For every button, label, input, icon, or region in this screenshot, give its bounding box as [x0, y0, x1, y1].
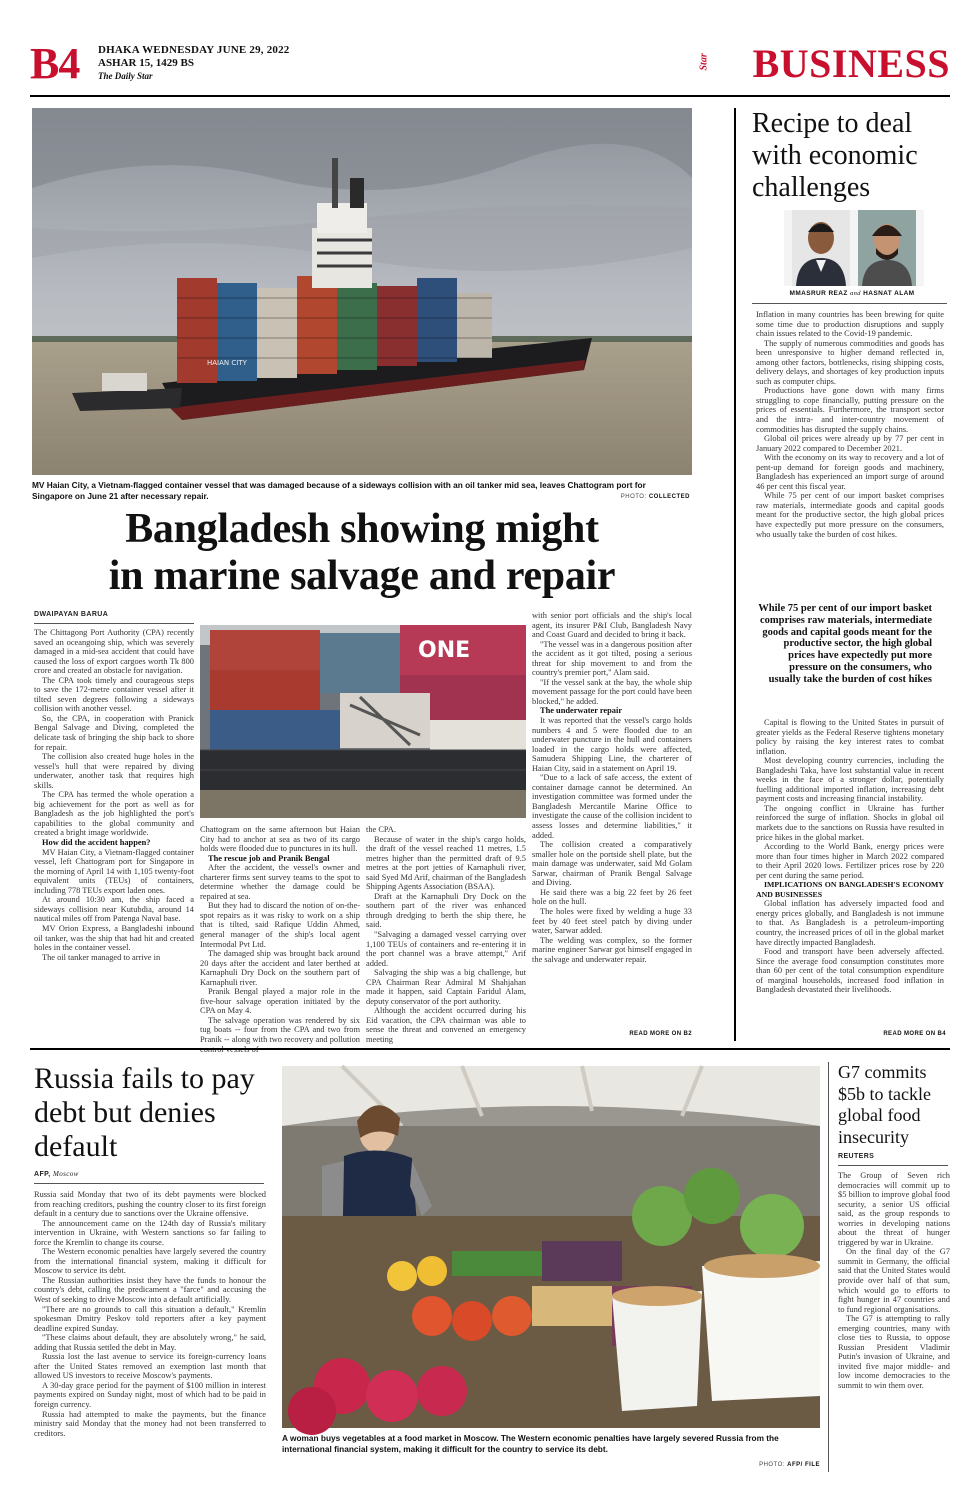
paragraph: The collision created a comparatively smaller hole on the portside shell plate, but the main damage was underwater, said Md Golam Sarwar, chairman of Pranik Bengal Salvage and Diving.	[532, 840, 692, 888]
column-headline: Recipe to deal with economic challenges	[752, 108, 918, 203]
paragraph: "If the vessel sank at the bay, the whole ship movement passage for the port could have been blocked," he added.	[532, 677, 692, 706]
lead-col1-paras	[34, 628, 194, 962]
masthead-rule	[30, 95, 950, 97]
paragraph: Russia lost the last avenue to service its foreign-currency loans after the United States removed an exemption last month that allowed US investors to receive Moscow's payments.	[34, 1352, 266, 1381]
lead-byline: DWAIPAYAN BARUA	[34, 611, 109, 618]
paragraph: Productions have gone down with many firms struggling to cope financially, putting pressure on the prices of essentials. Furthermore, the transport sector and the intra- and inter-country movement of commodities has disrupted the supply chains.	[756, 386, 944, 434]
paragraph: "There are no grounds to call this situation a default," Kremlin spokesman Dmitry Peskov told reporters after a key payment deadline expired Sunday.	[34, 1304, 266, 1333]
paragraph: "These claims about default, they are absolutely wrong," he said, adding that Russia settled the debt in May.	[34, 1333, 266, 1352]
paragraph: Global oil prices were already up by 77 per cent in January 2022 compared to December 2021.	[756, 434, 944, 453]
column-body-b	[756, 718, 944, 1030]
ship-name-label: HAIAN CITY	[207, 359, 247, 367]
subhead: How did the accident happen?	[42, 838, 151, 848]
paragraph: with senior port officials and the ship's local agent, its insurer P&I Club, Bangladesh Navy and Coast Guard and decided to bring it back.	[532, 611, 692, 640]
market-photo-credit-value: AFP/ FILE	[787, 1462, 820, 1468]
paragraph: Inflation in many countries has been brewing for quite some time due to production disruptions and supply chain issues related to the Covid-19 pandemic.	[756, 310, 944, 339]
lead-photo-credit	[560, 494, 690, 504]
paragraph: The G7 is attempting to rally emerging countries, many with close ties to Russia, to oppose Russian President Vladimir Putin's invasion of Ukraine, and invited five major middle- and low income democracies to the summit to win them over.	[838, 1314, 950, 1391]
paragraph: A 30-day grace period for the payment of $100 million in interest payments expired on Sunday night, most of which had to be paid in foreign currency.	[34, 1380, 266, 1410]
paragraph: Although the accident occurred during his Eid vacation, the CPA chairman was able to sense the threat and convened an emergency meeting	[366, 1006, 526, 1045]
paragraph: Because of water in the ship's cargo holds, the draft of the vessel reached 11 metres, 1.5 metres higher than the permitted draft of 9.5 metres at the port jetties of Karnaphuli river, said Syed Md Arif, chairman of the Bangladesh Shipping Agents Association (BSAA).	[366, 834, 526, 892]
paragraph: He said there was a big 22 feet by 26 feet hole on the hull.	[532, 887, 692, 907]
lead-headline-line1: Bangladesh showing might	[125, 506, 599, 552]
section-logo-icon: Star	[698, 53, 710, 71]
paragraph: At around 10:30 am, the ship faced a sideways collision near Kutubdia, around 14 nautical miles off from Patenga Naval base.	[34, 895, 194, 924]
paragraph: The damaged ship was brought back around 20 days after the accident and later berthed at Karnaphuli Dry Dock on the southern part of Karnaphuli river.	[200, 949, 360, 987]
paragraph: It was reported that the vessel's cargo holds numbers 4 and 5 were flooded due to an underwater puncture in the hull and containers loaded in the cargo holds were affected, Samudera Shipping Line, the charterer of Haian City, said in a statement on April 19.	[532, 716, 692, 773]
russia-body	[34, 1190, 266, 1474]
column-authors-rule	[752, 303, 947, 304]
russia-byline-agency: AFP,	[34, 1171, 51, 1178]
ship-photo	[32, 108, 692, 475]
g7-byline: REUTERS	[838, 1153, 875, 1160]
russia-byline-rule	[34, 1183, 264, 1184]
market-photo-credit-label: PHOTO:	[759, 1462, 785, 1468]
column-divider	[734, 108, 736, 1041]
paragraph: Russia had attempted to make the payments, but the finance ministry said Monday that the money had not been transferred to creditors.	[34, 1409, 266, 1438]
paragraph: The Group of Seven rich democracies will commit up to $5 billion to improve global food security, a senior US official said, as the group responds to worries in developing nations about the threat of hunger triggered by war in Ukraine.	[838, 1171, 950, 1247]
paragraph: The collision also created huge holes in the vessel's hull that were repaired by diving underwater, another task that requires high skills.	[34, 752, 194, 790]
column-body-a	[756, 310, 944, 595]
paragraph: The oil tanker managed to arrive in	[42, 952, 161, 962]
paragraph: The holes were fixed by welding a huge 33 feet by 40 feet steel patch by diving under water, Sarwar added.	[532, 906, 692, 936]
paragraph: The CPA has termed the whole operation a big achievement for the port as well as for Bangladesh as the job highlighted the port's capabilities to the global community and created a bright image worldwide.	[34, 790, 194, 838]
market-photo-credit	[700, 1462, 820, 1472]
subhead: IMPLICATIONS ON BANGLADESH'S ECONOMY AND BUSINESSES	[756, 880, 944, 899]
author-photos	[784, 210, 924, 286]
subhead: The rescue job and Pranik Bengal	[208, 853, 330, 863]
paragraph: The salvage operation was rendered by six tug boats -- four from the CPA and two from Pranik -- along with two recovery and pollution	[200, 1015, 360, 1045]
paragraph: Global inflation has adversely impacted food and energy prices globally, and Bangladesh is not immune to that. As Bangladesh is a petroleum-importing country, the increased prices of oil in the global market have directly impacted Bangladesh.	[756, 899, 944, 947]
paragraph: The CPA took timely and courageous steps to save the 172-metre container vessel after it tilted seven degrees following a sideways collision with another vessel.	[34, 675, 194, 714]
paragraph: The Western economic penalties have largely severed the country from the international financial system, making it difficult for Moscow to service its debt.	[34, 1247, 266, 1276]
paragraph: The Chittagong Port Authority (CPA) recently saved an oceangoing ship, which was severely damaged in a mid-sea accident that could have caused the loss of export cargoes worth Tk 800 crore and created an obstacle for navigation.	[34, 628, 194, 676]
paragraph: Chattogram on the same afternoon but Haian City had to anchor at sea as two of its cargo holds were flooded due to punctures in its hull.	[200, 825, 360, 854]
damaged-ship-photo	[200, 625, 526, 818]
masthead	[30, 39, 950, 92]
paragraph: Russia said Monday that two of its debt payments were blocked from reaching creditors, pushing the country closer to its first foreign default in a century due to sanctions over the Ukraine offensive.	[34, 1190, 266, 1219]
paragraph: MV Haian City, a Vietnam-flagged container vessel, left Chattogram port for Singapore in the morning of April 14 with 1,105 twenty-foot equivalent units (TEUs) of containers, including 778 TEUs export laden ones.	[34, 847, 194, 895]
subhead: The underwater repair	[540, 706, 623, 716]
paragraph: Salvaging the ship was a big challenge, but CPA Chairman Rear Admiral M Shahjahan made it happen, said Captain Faridul Alam, deputy conservator of the port authority.	[366, 968, 526, 1006]
vegetable-market-photo	[282, 1066, 820, 1428]
authors-photo	[784, 210, 924, 286]
lead-photo-caption: MV Haian City, a Vietnam-flagged container vessel that was damaged because of a sideways collision with an oil tanker mid sea, leaves Chattogram port for Singapore on June 21 after necessary repair.	[32, 480, 646, 501]
g7-byline-rule	[838, 1165, 948, 1166]
container-brand-label: ONE	[418, 638, 471, 663]
lead-read-more: READ MORE ON B2	[629, 1031, 692, 1037]
author-2-portrait	[858, 210, 916, 286]
paragraph: the CPA.	[366, 825, 396, 834]
paragraph: MV Orion Express, a Bangladeshi inbound oil tanker, was the ship that had hit and created holes in the container vessel.	[34, 923, 194, 953]
author-1: MMASRUR REAZ	[789, 290, 848, 297]
g7-headline: G7 commits $5b to tackle global food insecurity	[838, 1062, 931, 1147]
paragraph: The announcement came on the 124th day of Russia's military intervention in Ukraine, with Western sanctions so far failing to force the Kremlin to change its course.	[34, 1218, 266, 1247]
paragraph: According to the World Bank, energy prices were more than four times higher in March 2022 compared to their April 2020 lows. Fertilizer prices rose by 220 per cent during the same period.	[756, 842, 944, 880]
russia-byline	[34, 1170, 234, 1180]
lead-column-3	[366, 825, 526, 1045]
paragraph: Draft at the Karnaphuli Dry Dock on the southern part of the river was enhanced through dredging to berth the ship there, he said.	[366, 891, 526, 930]
paragraph: "The vessel was in a dangerous position after the accident as it got tilted, posing a serious threat for ship movement to and from the country's premier port," Alam said.	[532, 639, 692, 678]
author-1-portrait	[792, 210, 850, 286]
paragraph: So, the CPA, in cooperation with Pranick Bengal Salvage and Diving, completed the delicate task of bringing the ship back to shore for repair.	[34, 713, 194, 752]
paragraph: "Due to a lack of safe access, the extent of container damage cannot be determined. An investigation committee was formed under the Bangladesh Mercantile Marine Office to investigate the cause of the collision incident to assess losses and determine liabilities," it added.	[532, 773, 692, 840]
market-photo-caption: A woman buys vegetables at a food market in Moscow. The Western economic penalties have largely severed Russia from the international financial system, making it difficult for the country to service its debt.	[282, 1433, 779, 1454]
author-2: HASNAT ALAM	[863, 290, 915, 297]
lead-photo-credit-value: COLLECTED	[648, 494, 690, 500]
lead-byline-rule	[34, 623, 194, 624]
paragraph: The supply of numerous commodities and goods has been unresponsive to higher demand reflected in, among other factors, bottlenecks, rising shipping costs, delivery delays, and shortages of key production inputs such as computer chips.	[756, 338, 944, 386]
paragraph: After the accident, the vessel's owner and charterer firms sent survey teams to the spot to determine whether the damage could be repaired at sea.	[200, 863, 360, 901]
section-title: BUSINESS	[752, 41, 950, 86]
paragraph: The Russian authorities insist they have the funds to honour the country's debt, calling the predicament a "farce" and accusing the West of seeking to drive Moscow into a default artificially.	[34, 1275, 266, 1305]
paragraph: Capital is flowing to the United States in pursuit of greater yields as the Federal Reserve tightens monetary policy by raising the key interest rates to combat inflation.	[756, 718, 944, 756]
paragraph: The welding was complex, so the former marine engineer Sarwar got himself engaged in the salvage and underwater repair.	[532, 935, 692, 964]
paragraph: With the economy on its way to recovery and a lot of pent-up demand for foreign goods and machinery, Bangladesh has experienced an import surge of around 46 per cent this fiscal year.	[756, 453, 944, 491]
paragraph: The ongoing conflict in Ukraine has further reinforced the surge of inflation. Shocks in global oil markets due to the sanctions on Russia have resulted in price hikes in the global market.	[756, 803, 944, 842]
lead-column-4	[532, 611, 692, 1031]
pull-quote: While 75 per cent of our import basket comprises raw materials, intermediate goods and capital goods meant for the productive sector, the high global prices have expectedly put more pressure on the consumers, who usually take the burden of cost hikes	[758, 603, 932, 685]
lower-section-rule	[30, 1048, 950, 1050]
column-read-more: READ MORE ON B4	[883, 1031, 946, 1037]
bangla-date-line: ASHAR 15, 1429 BS	[98, 57, 194, 69]
lead-photo-credit-label: PHOTO:	[620, 494, 647, 500]
lead-photo	[32, 108, 692, 475]
market-photo	[282, 1066, 820, 1428]
lead-column-1	[34, 628, 194, 1038]
russia-dateline: Moscow	[53, 1170, 79, 1178]
page-number: B4	[30, 39, 80, 88]
paragraph: Food and transport have been adversely affected. Since the average food consumption constitutes more than 60 per cent of the total consumption expenditure of marginal households, increased food inflation in Bangladesh devastated their livelihoods.	[756, 947, 944, 995]
paper-name-logo: The Daily Star	[98, 71, 153, 81]
column-authors	[752, 290, 952, 300]
lead-column-2	[200, 825, 360, 1045]
russia-headline: Russia fails to pay debt but denies default	[34, 1062, 255, 1163]
g7-divider	[828, 1062, 829, 1472]
date-line: DHAKA WEDNESDAY JUNE 29, 2022	[98, 44, 290, 56]
lead-headline	[32, 506, 692, 604]
paragraph: While 75 per cent of our import basket comprises raw materials, intermediate goods and capital goods meant for the productive sector, the high global prices have expectedly put more pressure on the consumers, who usually take the burden of cost hikes.	[756, 491, 944, 539]
paragraph: "Salvaging a damaged vessel carrying over 1,100 TEUs of containers and re-entering it in the port channel was a brave attempt," Arif added.	[366, 930, 526, 968]
authors-and: and	[849, 290, 861, 297]
paragraph: On the final day of the G7 summit in Germany, the official said that the United States would provide over half of that sum, which would go to efforts to fight hunger in 47 countries and to fund regional organisations.	[838, 1247, 950, 1314]
paragraph: Pranik Bengal played a major role in the five-hour salvage operation initiated by the CPA on May 4.	[200, 987, 360, 1016]
paragraph: Most developing country currencies, including the Bangladeshi Taka, have lost substantial value in recent weeks in the face of a stronger dollar, potentially fuelling additional imported inflation, increasing debt payment costs and increasing financial instability.	[756, 756, 944, 804]
paragraph: But they had to discard the notion of on-the-spot repairs as it was risky to work on a ship that is tilted, said Rafique Uddin Ahmed, general manager of the ship's local agent Intermodal Pvt Ltd.	[200, 901, 360, 949]
inline-photo	[200, 625, 526, 818]
g7-body	[838, 1171, 950, 1475]
lead-headline-line2: in marine salvage and repair	[108, 553, 616, 599]
